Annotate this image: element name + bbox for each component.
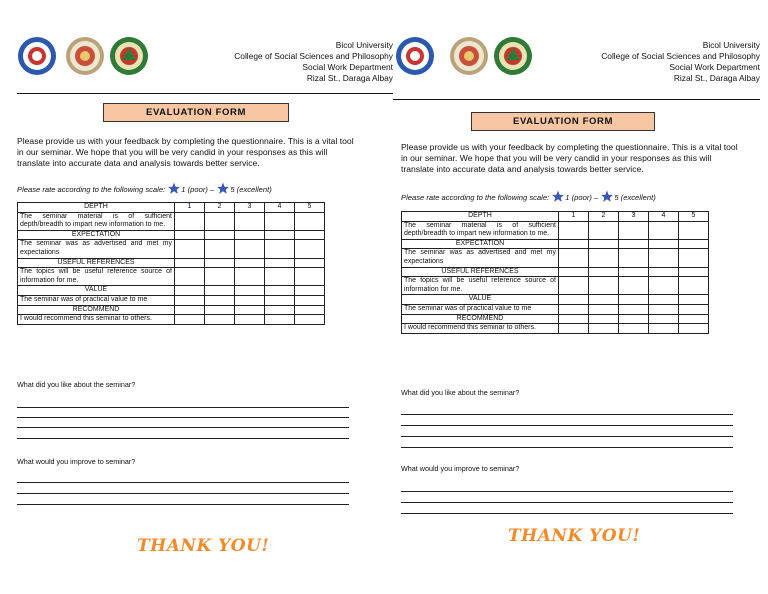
rating-header: 3: [619, 212, 649, 222]
rating-header: 5: [295, 203, 325, 213]
rating-cell[interactable]: [619, 324, 649, 334]
department-name: Social Work Department: [302, 62, 393, 72]
rating-cell[interactable]: [649, 249, 679, 267]
table-row: [18, 240, 325, 258]
answer-line[interactable]: [401, 502, 733, 503]
item-text: The seminar was of practical value to me: [402, 304, 559, 314]
section-heading: RECOMMEND: [18, 305, 175, 315]
section-heading: USEFUL REFERENCES: [402, 267, 559, 277]
item-text: I would recommend this seminar to others.: [18, 315, 175, 325]
college-name: College of Social Sciences and Philosophy: [234, 51, 393, 61]
address: Rizal St., Daraga Albay: [306, 73, 393, 83]
scale-high: 5 (excellent): [230, 185, 272, 194]
rating-cell[interactable]: [559, 277, 589, 295]
rating-cell[interactable]: [265, 295, 295, 305]
rating-table: [401, 211, 709, 334]
thank-you-text: THANK YOU!: [508, 526, 641, 546]
rating-cell[interactable]: [559, 324, 589, 334]
section-heading: DEPTH: [402, 212, 559, 222]
rating-cell[interactable]: [175, 315, 205, 325]
institution-header: [601, 40, 760, 84]
rating-cell[interactable]: [235, 240, 265, 258]
answer-line[interactable]: [17, 407, 349, 408]
college-seal-icon: [65, 36, 105, 76]
section-row: [18, 258, 325, 268]
answer-line[interactable]: [17, 482, 349, 483]
rating-cell[interactable]: [205, 268, 235, 286]
question-improve: What would you improve to seminar?: [17, 457, 136, 466]
rating-cell[interactable]: [175, 212, 205, 230]
rating-cell[interactable]: [265, 240, 295, 258]
scale-high: 5 (excellent): [614, 193, 656, 202]
rating-cell[interactable]: [175, 295, 205, 305]
college-name: College of Social Sciences and Philosophy: [601, 51, 760, 61]
item-text: The seminar was as advertised and met my expectations: [402, 249, 559, 267]
section-row: [402, 239, 709, 249]
rating-header: 1: [175, 203, 205, 213]
department-seal-icon: [109, 36, 149, 76]
rating-header: 5: [679, 212, 709, 222]
item-text: The seminar material is of sufficient depth/breadth to impart new information to me.: [18, 212, 175, 230]
rating-cell[interactable]: [205, 315, 235, 325]
answer-line[interactable]: [401, 414, 733, 415]
section-heading: USEFUL REFERENCES: [18, 258, 175, 268]
item-text: The topics will be useful reference source of information for me.: [402, 277, 559, 295]
rating-header: 4: [649, 212, 679, 222]
rating-cell[interactable]: [559, 249, 589, 267]
section-row: [402, 267, 709, 277]
rating-cell[interactable]: [205, 240, 235, 258]
section-heading: DEPTH: [18, 203, 175, 213]
university-seal-icon: [395, 36, 435, 76]
rating-header: 4: [265, 203, 295, 213]
evaluation-form-right: [393, 36, 760, 576]
table-row: [402, 277, 709, 295]
rating-cell[interactable]: [295, 295, 325, 305]
scale-prefix: Please rate according to the following scale:: [17, 185, 166, 194]
rating-header: 3: [235, 203, 265, 213]
rating-cell[interactable]: [265, 268, 295, 286]
university-name: Bicol University: [702, 40, 760, 50]
rating-cell[interactable]: [649, 277, 679, 295]
rating-cell[interactable]: [205, 295, 235, 305]
star-icon: [600, 190, 614, 203]
section-heading: RECOMMEND: [402, 314, 559, 324]
answer-line[interactable]: [401, 425, 733, 426]
address: Rizal St., Daraga Albay: [673, 73, 760, 83]
table-header-row: [402, 212, 709, 222]
form-title: EVALUATION FORM: [471, 112, 655, 131]
item-text: The topics will be useful reference source of information for me.: [18, 268, 175, 286]
question-improve: What would you improve to seminar?: [401, 464, 520, 473]
university-seal-icon: [17, 36, 57, 76]
intro-text: Please provide us with your feedback by completing the questionnaire. This is a vital tool in our seminar. We hope that you will be very candid in your responses as this will translate into accurate data and analysis towards better service.: [401, 142, 738, 174]
table-header-row: [18, 203, 325, 213]
star-icon: [216, 182, 230, 195]
question-liked: What did you like about the seminar?: [401, 388, 520, 397]
question-liked: What did you like about the seminar?: [17, 380, 136, 389]
item-text: The seminar material is of sufficient depth/breadth to impart new information to me.: [402, 221, 559, 239]
answer-line[interactable]: [17, 504, 349, 505]
rating-cell[interactable]: [649, 221, 679, 239]
header-rule: [393, 99, 760, 100]
section-row: [18, 305, 325, 315]
rating-cell[interactable]: [295, 212, 325, 230]
rating-cell[interactable]: [559, 304, 589, 314]
table-row: [18, 268, 325, 286]
table-row: [402, 304, 709, 314]
item-text: The seminar was as advertised and met my expectations: [18, 240, 175, 258]
answer-line[interactable]: [17, 417, 349, 418]
item-text: I would recommend this seminar to others.: [402, 324, 559, 334]
rating-cell[interactable]: [175, 240, 205, 258]
table-row: [18, 212, 325, 230]
table-row: [18, 315, 325, 325]
rating-cell[interactable]: [295, 315, 325, 325]
answer-line[interactable]: [401, 513, 733, 514]
rating-cell[interactable]: [679, 277, 709, 295]
scale-low: 1 (poor) –: [565, 193, 599, 202]
rating-cell[interactable]: [175, 268, 205, 286]
thank-you-text: THANK YOU!: [137, 536, 270, 556]
scale-low: 1 (poor) –: [181, 185, 215, 194]
rating-cell[interactable]: [649, 324, 679, 334]
rating-cell[interactable]: [235, 295, 265, 305]
rating-cell[interactable]: [619, 221, 649, 239]
rating-cell[interactable]: [205, 212, 235, 230]
section-row: [18, 286, 325, 296]
rating-scale: [17, 182, 272, 196]
rating-cell[interactable]: [235, 212, 265, 230]
table-row: [402, 324, 709, 334]
rating-cell[interactable]: [265, 212, 295, 230]
answer-line[interactable]: [401, 491, 733, 492]
answer-line[interactable]: [17, 427, 349, 428]
section-row: [402, 295, 709, 305]
section-heading: EXPECTATION: [18, 230, 175, 240]
table-row: [18, 295, 325, 305]
rating-header: 2: [205, 203, 235, 213]
rating-cell[interactable]: [619, 277, 649, 295]
section-heading: EXPECTATION: [402, 239, 559, 249]
form-title: EVALUATION FORM: [103, 103, 289, 122]
scale-prefix: Please rate according to the following scale:: [401, 193, 550, 202]
rating-cell[interactable]: [619, 249, 649, 267]
section-heading: VALUE: [402, 295, 559, 305]
rating-cell[interactable]: [235, 268, 265, 286]
answer-line[interactable]: [17, 438, 349, 439]
star-icon: [551, 190, 565, 203]
rating-cell[interactable]: [265, 315, 295, 325]
rating-cell[interactable]: [679, 324, 709, 334]
rating-cell[interactable]: [235, 315, 265, 325]
table-row: [402, 249, 709, 267]
rating-cell[interactable]: [295, 268, 325, 286]
rating-cell[interactable]: [589, 304, 619, 314]
header-rule: [17, 93, 393, 94]
department-seal-icon: [493, 36, 533, 76]
star-icon: [167, 182, 181, 195]
rating-header: 1: [559, 212, 589, 222]
section-row: [402, 314, 709, 324]
rating-cell[interactable]: [619, 304, 649, 314]
university-name: Bicol University: [335, 40, 393, 50]
answer-line[interactable]: [401, 436, 733, 437]
rating-cell[interactable]: [589, 249, 619, 267]
rating-cell[interactable]: [589, 221, 619, 239]
answer-line[interactable]: [17, 493, 349, 494]
evaluation-form-left: [17, 36, 393, 576]
rating-table: [17, 202, 325, 325]
rating-cell[interactable]: [649, 304, 679, 314]
table-row: [402, 221, 709, 239]
rating-header: 2: [589, 212, 619, 222]
rating-cell[interactable]: [679, 221, 709, 239]
section-heading: VALUE: [18, 286, 175, 296]
rating-cell[interactable]: [295, 240, 325, 258]
college-seal-icon: [449, 36, 489, 76]
institution-header: [234, 40, 393, 84]
rating-cell[interactable]: [589, 324, 619, 334]
intro-text: Please provide us with your feedback by completing the questionnaire. This is a vital tool in our seminar. We hope that you will be very candid in your responses as this will translate into accurate data and analysis towards better service.: [17, 136, 354, 168]
rating-cell[interactable]: [679, 304, 709, 314]
department-name: Social Work Department: [669, 62, 760, 72]
rating-cell[interactable]: [679, 249, 709, 267]
rating-cell[interactable]: [559, 221, 589, 239]
answer-line[interactable]: [401, 447, 733, 448]
section-row: [18, 230, 325, 240]
rating-cell[interactable]: [589, 277, 619, 295]
rating-scale: [401, 190, 656, 204]
item-text: The seminar was of practical value to me: [18, 295, 175, 305]
